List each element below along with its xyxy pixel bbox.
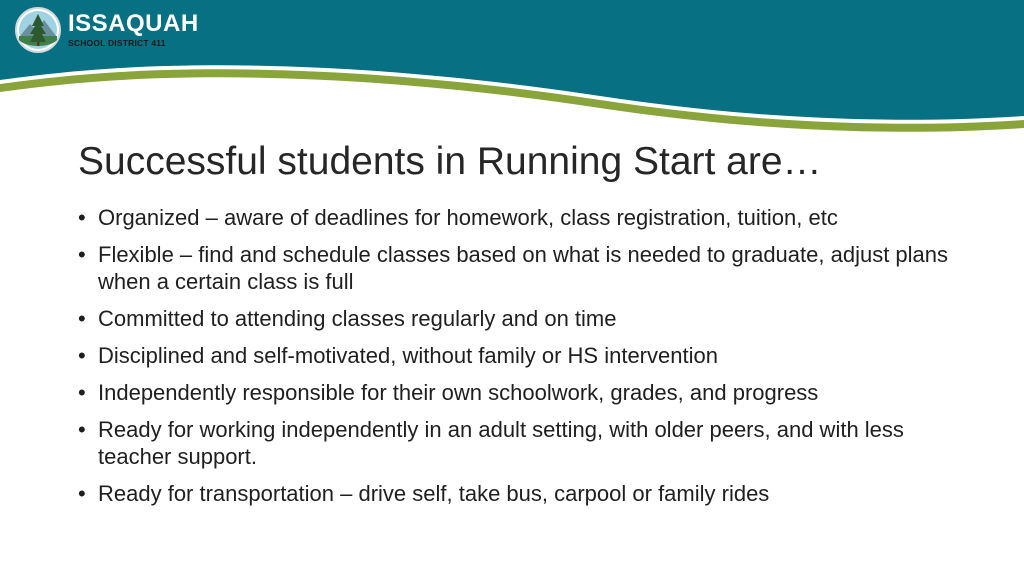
bullet-item: [78, 241, 978, 295]
tree-mountain-logo-icon: [14, 6, 62, 54]
bullet-text: Ready for transportation – drive self, take bus, carpool or family rides: [98, 481, 770, 506]
bullet-dot-icon: •: [78, 417, 86, 442]
bullet-text: Ready for working independently in an adult setting, with older peers, and with less teacher support.: [98, 417, 904, 469]
bullet-item: [78, 342, 978, 369]
bullet-text: Flexible – find and schedule classes based on what is needed to graduate, adjust plans when a certain class is full: [98, 242, 949, 294]
bullet-dot-icon: •: [78, 242, 86, 267]
bullet-dot-icon: •: [78, 380, 86, 405]
bullet-item: [78, 204, 978, 231]
logo-name: ISSAQUAH: [68, 10, 199, 38]
bullet-text: Committed to attending classes regularly and on time: [98, 306, 617, 331]
bullet-dot-icon: •: [78, 481, 86, 506]
bullet-item: [78, 480, 978, 507]
bullet-item: [78, 305, 978, 332]
bullet-dot-icon: •: [78, 205, 86, 230]
logo-subtitle: SCHOOL DISTRICT 411: [68, 38, 166, 49]
bullet-text: Independently responsible for their own schoolwork, grades, and progress: [98, 380, 819, 405]
bullet-item: [78, 416, 978, 470]
bullet-dot-icon: •: [78, 343, 86, 368]
slide-title: Successful students in Running Start are…: [78, 140, 822, 183]
bullet-list: [78, 204, 978, 517]
bullet-text: Organized – aware of deadlines for homework, class registration, tuition, etc: [98, 205, 838, 230]
bullet-item: [78, 379, 978, 406]
bullet-dot-icon: •: [78, 306, 86, 331]
district-logo: [14, 6, 199, 54]
logo-text: [68, 12, 199, 48]
bullet-text: Disciplined and self-motivated, without family or HS intervention: [98, 343, 718, 368]
